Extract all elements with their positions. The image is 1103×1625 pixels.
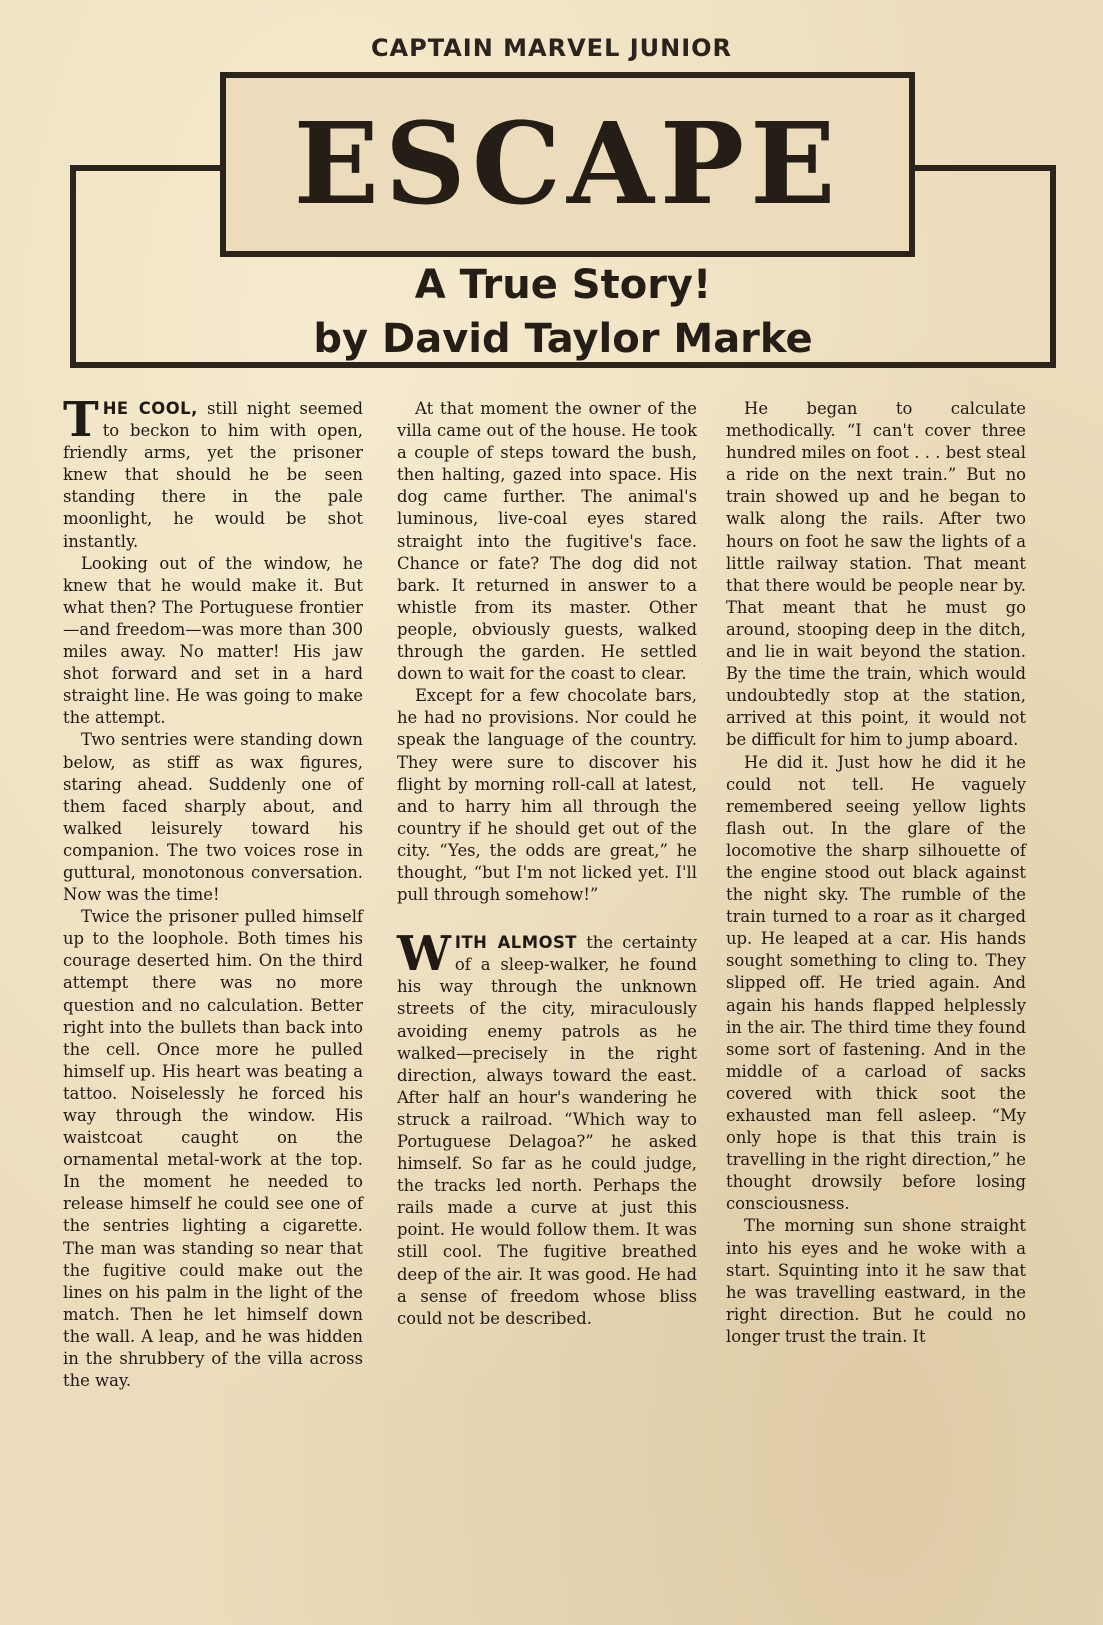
- lead-in: ITH ALMOST: [454, 933, 577, 953]
- drop-cap: W: [397, 926, 451, 983]
- text-column-2: [397, 398, 697, 1548]
- paragraph: Two sentries were standing down below, as stiff as wax figures, staring ahead. Suddenly one of them faced sharply about, and walked leisurely toward his companion. The two voices rose in guttural, monotonous conversation. Now was the time!: [63, 730, 363, 905]
- story-title: ESCAPE: [293, 98, 842, 230]
- paragraph: Except for a few chocolate bars, he had no provisions. Nor could he speak the language of the country. They were sure to discover his flight by morning roll-call at latest, and to harry him all through the country if he should get out of the city. “Yes, the odds are great,” he thought, “but I'm not licked yet. I'll pull through somehow!”: [397, 686, 697, 905]
- running-head: CAPTAIN MARVEL JUNIOR: [370, 34, 733, 62]
- paragraph: The morning sun shone straight into his eyes and he woke with a start. Squinting into it he saw that he was travelling eastward, in the right direction. But he could no longer trust the train. It: [726, 1216, 1026, 1346]
- drop-cap: T: [63, 392, 99, 448]
- paragraph: Twice the prisoner pulled himself up to the loophole. Both times his courage deserted him. On the third attempt there was no more question and no calculation. Better right into the bullets than back into the cell. Once more he pulled himself up. His heart was beating a tattoo. Noiselessly he forced his way through the window. His waistcoat caught on the ornamental metal-work at the top. In the moment he needed to release himself he could see one of the sentries lighting a cigarette. The man was standing so near that the fugitive could make out the lines on his palm in the light of the match. Then he let himself down the wall. A leap, and he was hidden in the shrubbery of the villa across the way.: [63, 907, 363, 1391]
- story-subtitle: A True Story!: [414, 262, 712, 308]
- paragraph: At that moment the owner of the villa came out of the house. He took a couple of steps toward the bush, then halting, gazed into space. His dog came further. The animal's luminous, live-coal eyes stared straight into the fugitive's face. Chance or fate? The dog did not bark. It returned in answer to a whistle from its master. Other people, obviously guests, walked through the garden. He settled down to wait for the coast to clear.: [397, 399, 697, 684]
- paragraph: Looking out of the window, he knew that he would make it. But what then? The Portuguese frontier—and freedom—was more than 300 miles away. No matter! His jaw shot forward and set in a hard straight line. He was going to make the attempt.: [63, 553, 363, 728]
- title-box: [220, 72, 915, 257]
- paragraph-text: the certainty of a sleep-walker, he found his way through the unknown streets of the city, miraculously avoiding enemy patrols as he walked—precisely in the right direction, always toward the east. After half an hour's wandering he struck a railroad. “Which way to Portuguese Delagoa?” he asked himself. So far as he could judge, the tracks led north. Perhaps the rails made a curve at just this point. He would follow them. It was still cool. The fugitive breathed deep of the air. It was good. He had a sense of freedom whose bliss could not be described.: [397, 933, 697, 1328]
- paragraph-text: still night seemed to beckon to him with open, friendly arms, yet the prisoner knew that should he be seen standing there in the pale moonlight, he would be shot instantly.: [63, 399, 363, 551]
- paragraph: He did it. Just how he did it he could not tell. He vaguely remembered seeing yellow lights flash out. In the glare of the locomotive the sharp silhouette of the engine stood out black against the night sky. The rumble of the train turned to a roar as it charged up. He leaped at a car. His hands sought something to cling to. They slipped off. He tried again. And again his hands flapped helplessly in the air. The third time they found some sort of fastening. And in the middle of a carload of sacks covered with thick soot the exhausted man fell asleep. “My only hope is that this train is travelling in the right direction,” he thought drowsily before losing consciousness.: [726, 752, 1026, 1214]
- text-column-1: [63, 392, 363, 1548]
- text-column-3: [726, 398, 1026, 1548]
- story-byline: by David Taylor Marke: [313, 316, 813, 362]
- paragraph: [63, 392, 363, 553]
- paragraph: He began to calculate methodically. “I can't cover three hundred miles on foot . . . best steal a ride on the next train.” But no train showed up and he began to walk along the rails. After two hours on foot he saw the lights of a little railway station. That meant that there would be people near by. That meant that he must go around, stooping deep in the ditch, and lie in wait beyond the station. By the time the train, which would undoubtedly stop at the station, arrived at this point, it would not be difficult for him to jump aboard.: [726, 399, 1026, 750]
- lead-in: HE COOL,: [102, 399, 198, 418]
- paragraph: [397, 926, 697, 1330]
